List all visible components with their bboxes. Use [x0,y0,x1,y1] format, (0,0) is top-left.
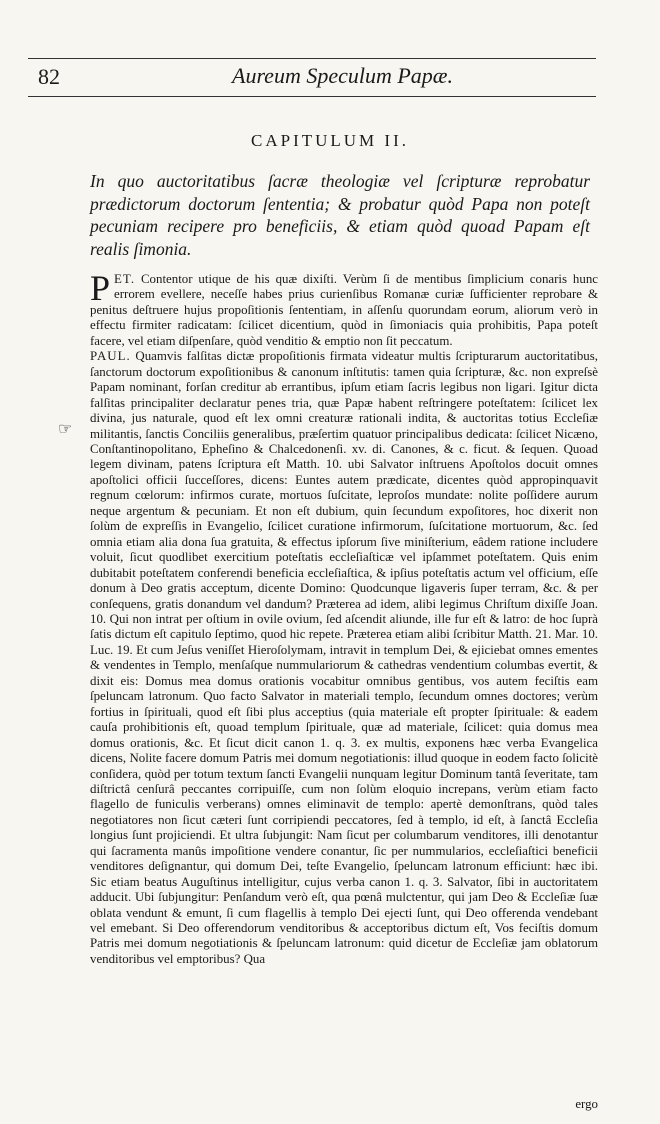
chapter-title: CAPITULUM II. [251,131,409,150]
speaker-pet: ET. [114,272,136,286]
paragraph-paul-text: Quamvis falſitas dictæ propoſitionis firmata videatur multis ſcripturarum auctoritatibus, ſanctorum doctorum expoſitionibus & canonum inſtitutis: tamen quia ſcripturæ, &c. non expreſsè Papam nominant, forſan creditur ab errantibus, ipſum etiam ſacris legibus non ligari. Igitur dicta falſitas principaliter declaratur penes tria, quæ Papæ habent reſtringere poteſtatem: ſcilicet lex divina, jus naturale, quod eſt lex omni creaturæ rationali indita, & auctoritas totius Eccleſiæ militantis, ſanctis Conciliis generalibus, præſertim quatuor principalibus dedicata: ſcilicet Nicæno, Conſtantinopolitano, Epheſino & Chalcedonenſi. xv. di. Canones, & c. ficut. & ſequen. Quoad legem divinam, patens ſcriptura eſt Matth. 10. ubi Salvator inſtruens Apoſtolos docuit omnes apoſtolici officii ſucceſſores, dicens: Euntes autem prædicate, dicentes quòd appropinquavit regnum cœlorum: infirmos curate, mortuos ſuſcitate, leproſos mundate: nolite poſſidere aurum neque argentum & pecuniam. Et non eſt dubium, quin ſecundum expoſitores, hoc dixerit non ſolùm de expreſſis in Evangelio, ſcilicet curatione infirmorum, ſuſcitatione mortuorum, &c. ſed omnia etiam alia dona ſua gratuita, & effectus ipſorum ſive miniſterium, eâdem ratione includere voluit, ſicut quodlibet exercitium poteſtatis eccleſiaſticæ vel ipſammet poteſtatem. Quis enim dubitabit poteſtatem conferendi beneficia eccleſiaſtica, & ipſius poteſtatis actum vel officium, eſſe donum à Deo gratis acceptum, dicente Domino: Quodcunque ligaveris ſuper terram, &c. & per conſequens, gratis donandum vel dandum? Præterea ad idem, alibi legimus Chriſtum dixiſſe Joan. 10. Qui non intrat per oſtium in ovile ovium, ſed aſcendit aliunde, ille fur eſt & latro: de hoc ſuprà ſatis dictum eſt capitulo ſeptimo, quod hic repete. Præterea etiam alibi ſcribitur Matth. 21. Mar. 10. Luc. 19. Et cum Jeſus veniſſet Hieroſolymam, intravit in templum Dei, & ejiciebat omnes ementes & vendentes in Templo, menſaſque nummulariorum & cathedras vendentium columbas evertit, & dixit eis: Domus mea domus orationis vocabitur omnibus gentibus, vos autem feciſtis eam ſpeluncam latronum. Quo facto Salvator in materiali templo, ſecundum omnes doctores; verùm fortius in ſpirituali, quod eſt ſibi plus acceptius (quia materiale eſt propter ſpirituale: & eadem cauſa prohibitionis eſt, quoad templum ſpirituale, quæ ad materiale, ſcilicet: quia domus mea domus orationis, &c. Et ſicut dicit canon 1. q. 3. ex multis, exponens hæc verba Evangelica dicens, Nolite facere domum Patris mei domum negotiationis: illud quoque in eodem facto ſolicitè conſidera, quòd per totum textum ſancti Evangelii nunquam legitur Dominum tantâ ſeveritate, tam diſtrictâ cenſurâ peccantes corripuiſſe, cum non ſolùm eloquio increpans, verùm etiam facto flagello de funiculis verberans) omnes eliminavit de templo: apertè demonſtrans, quòd tales negotiatores non ſicut cæteri ſunt corripiendi peccatores, ſed à templo, id eſt, à ſanctâ Eccleſia longius ſunt projiciendi. Et ultra ſubjungit: Nam ſicut per columbarum venditores, illi denotantur qui ſacramenta manûs impoſitione vendere conantur, ſic per nummularios, eccleſiaſtici beneficii venditores deſignantur, qui domum Dei, teſte Evangelio, ſpeluncam latronum efficiunt: hæc ibi. Sic etiam beatus Auguſtinus intelligitur, cujus verba canon 1. q. 3. Salvator, ſibi in auctoritatem adducit. Ubi ſubjungitur: Penſandum verò eſt, qua pœnâ mulctentur, qui jam Deo & Eccleſiæ ſuæ oblata vendunt & emunt, ſi cum flagellis à templo Dei ejecti ſunt, qui Deo offerenda vendebant vel emebant. Si Deo offerendorum venditoribus & acceptoribus dictum eſt, Vos feciſtis domum Patris mei domum negotiationis & ſpeluncam latronum: quid dicetur de Eccleſiæ jam oblatorum venditoribus vel emptoribus? Qua [90,349,598,966]
chapter-summary: In quo auctoritatibus ſacræ theologiæ vel ſcripturæ reprobatur prædictorum doctorum ſententia; & probatur quòd Papa non poteſt pecuniam recipere pro beneficiis, & etiam quòd quoad Papam eſt realis ſimonia. [90,171,590,259]
manicule-icon: ☞ [58,421,73,438]
top-rule [28,58,596,59]
paragraph-pet [90,268,598,349]
running-title: Aureum Speculum Papæ. [232,63,453,88]
page-number: 82 [38,64,60,89]
header-rule [28,96,596,97]
paragraph-paul [90,349,598,967]
drop-cap: P [90,268,111,308]
body-text [90,268,598,967]
speaker-paul: PAUL. [90,349,131,364]
catchword: ergo [575,1097,598,1111]
paragraph-pet-text: Contentor utique de his quæ dixiſti. Verùm ſi de mentibus ſimplicium conaris hunc errorem evellere, neceſſe habes prius curienſibus Romanæ curiæ ſufficienter reprobare & penitus deſtruere hujus propoſitionis ſententiam, in aſſenſu quorundam eorum, aliorum verò in effectu firmiter radicatam: ſcilicet dicentium, quòd in ſimoniacis quia prohibitis, Papa poteſt facere, vel etiam diſpenſare, quòd venditio & emptio non ſit peccatum. [90,272,598,348]
